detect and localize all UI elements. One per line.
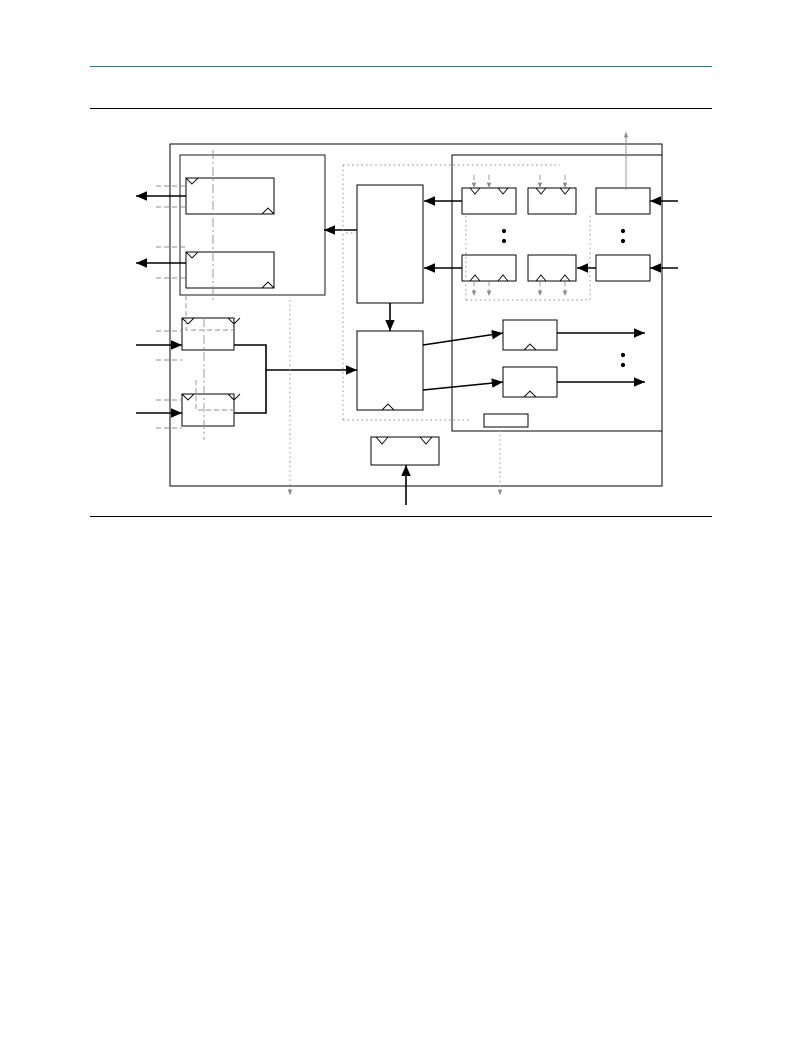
driver-2 <box>503 367 557 397</box>
wire-core-driver1 <box>423 333 503 345</box>
mux-d-notch-2 <box>560 275 570 281</box>
core-upper <box>357 185 423 303</box>
vertical-dots-3-b <box>621 363 625 367</box>
bottom-block-notch-1 <box>376 437 388 444</box>
vertical-dots-1-a <box>502 229 506 233</box>
mux-a <box>462 188 516 214</box>
wire-in-merge <box>234 345 357 370</box>
vertical-dots-2-a <box>621 229 625 233</box>
mux-a-notch-1 <box>470 188 480 194</box>
ctrl-dash-left-box <box>186 295 234 330</box>
core-lower-notch <box>382 404 394 410</box>
ctrl-dash-left-box2 <box>196 380 234 410</box>
vertical-dots-3-a <box>621 353 625 357</box>
mux-a-notch-2 <box>498 188 508 194</box>
small-block <box>484 414 528 427</box>
mux-c-notch-2 <box>498 275 508 281</box>
mux-b <box>528 188 576 214</box>
vertical-dots-2-b <box>621 239 625 243</box>
vertical-dots-1-b <box>502 239 506 243</box>
out-buffer-1 <box>186 178 274 214</box>
mux-c-notch-1 <box>470 275 480 281</box>
wire-core-driver2 <box>423 382 503 390</box>
out-buffer-2-notch <box>186 252 198 258</box>
mux-d-notch-1 <box>536 275 546 281</box>
driver-2-notch <box>524 391 536 397</box>
wire-in2-merge <box>234 370 266 413</box>
out-buffer-2 <box>186 252 274 288</box>
mux-b-notch-1 <box>536 188 546 194</box>
driver-1 <box>503 320 557 350</box>
mux-b-notch-2 <box>560 188 570 194</box>
side-block-2 <box>596 255 650 281</box>
chip-boundary <box>170 144 662 486</box>
out-buffer-1-notch <box>186 178 198 184</box>
mux-d <box>528 255 576 281</box>
in-buffer-1-notch <box>182 318 194 324</box>
out-buffer-2-notch-b <box>262 282 274 288</box>
core-lower <box>357 331 423 410</box>
mux-c <box>462 255 516 281</box>
out-buffer-1-notch-b <box>262 208 274 214</box>
side-block-1 <box>596 188 650 214</box>
in-buffer-2-notch <box>182 394 194 400</box>
bottom-block-notch-2 <box>420 437 432 444</box>
driver-1-notch <box>524 344 536 350</box>
left-output-group <box>180 155 325 295</box>
